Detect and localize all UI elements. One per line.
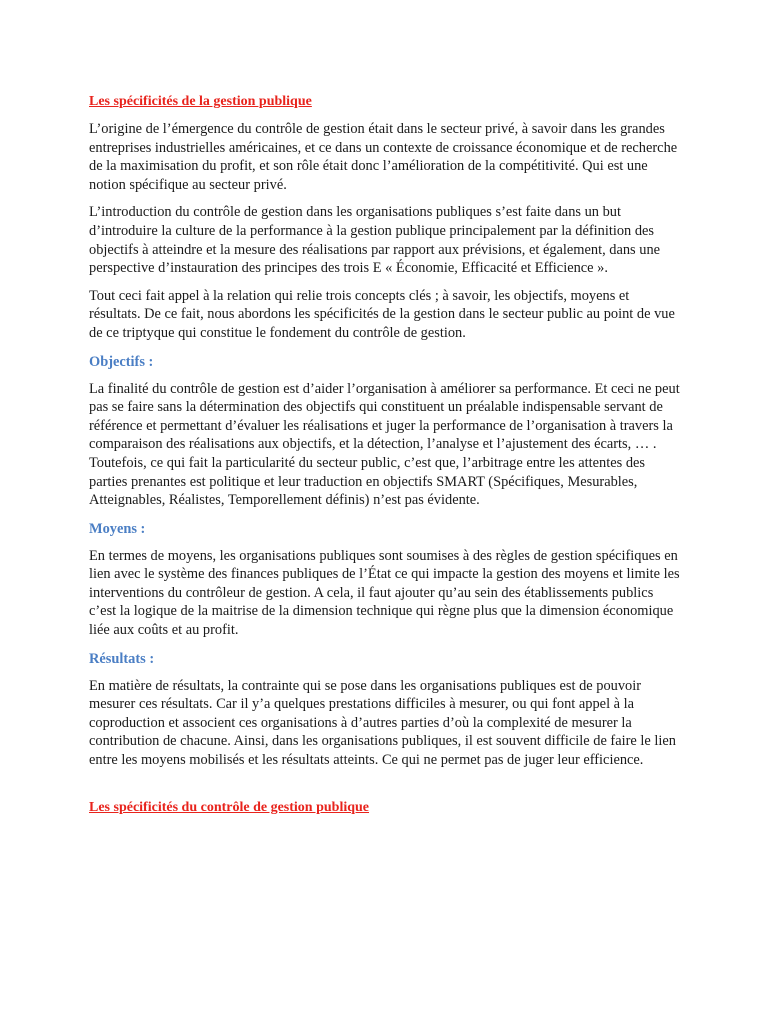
paragraph-intro-triptyque: Tout ceci fait appel à la relation qui relie trois concepts clés ; à savoir, les objectifs, moyens et résultats. De ce fait, nous abordons les spécificités de la gestion dans le secteur public au point de vue de ce triptyque qui constitue le fondement du contrôle de gestion. — [89, 287, 675, 341]
heading-moyens: Moyens : — [89, 520, 146, 537]
heading-resultats: Résultats : — [89, 650, 155, 667]
paragraph-objectifs: La finalité du contrôle de gestion est d’aider l’organisation à améliorer sa performance. Et ceci ne peut pas se faire sans la détermination des objectifs qui constituent un préalable indispensable servant de référence et permettant d’évaluer les réalisations et juger la performance de l’organisation à travers la comparaison des réalisations aux objectifs, et la détection, l’analyse et l’ajustement des écarts, … . Toutefois, ce qui fait la particularité du secteur public, c’est que, l’arbitrage entre les attentes des parties prenantes est politique et leur traduction en objectifs SMART (Spécifiques, Mesurables, Atteignables, Réalistes, Temporellement définis) n’est pas évidente. — [89, 380, 680, 509]
paragraph-intro-introduction: L’introduction du contrôle de gestion dans les organisations publiques s’est faite dans un but d’introduire la culture de la performance à la gestion publique principalement par la définition des objectifs à atteindre et la mesure des réalisations par rapport aux prévisions, et également, dans une perspective d’instauration des principes des trois E « Économie, Efficacité et Efficience ». — [89, 204, 661, 277]
paragraph-moyens: En termes de moyens, les organisations publiques sont soumises à des règles de gestion spécifiques en lien avec le système des finances publiques de l’État ce qui impacte la gestion des moyens et limite les interventions du contrôleur de gestion. A cela, il faut ajouter qu’au sein des établissements publics c’est la logique de la maitrise de la dimension technique qui règne plus que la dimension économique liée aux coûts et au profit. — [89, 547, 680, 639]
section-title: Les spécificités de la gestion publique — [89, 94, 312, 109]
section-title-controle: Les spécificités du contrôle de gestion publique — [89, 799, 370, 815]
heading-objectifs: Objectifs : — [89, 353, 154, 370]
paragraph-intro-origin: L’origine de l’émergence du contrôle de gestion était dans le secteur privé, à savoir dans les grandes entreprises industrielles américaines, et ce dans un contexte de croissance économique et de recherche de la maximisation du profit, et son rôle était donc l’amélioration de la compétitivité. Qui est une notion spécifique au secteur privé. — [89, 121, 678, 193]
paragraph-resultats: En matière de résultats, la contrainte qui se pose dans les organisations publiques est de pouvoir mesurer ces résultats. Car il y’a quelques prestations difficiles à mesurer, ou qui font appel à la coproduction et associent ces organisations à d’autres parties d’où la complexité de mesurer la contribution de chacune. Ainsi, dans les organisations publiques, il est souvent difficile de faire le lien entre les moyens mobilisés et les résultats atteints. Ce qui ne permet pas de juger leur efficience. — [89, 677, 676, 769]
document-page — [89, 92, 681, 826]
